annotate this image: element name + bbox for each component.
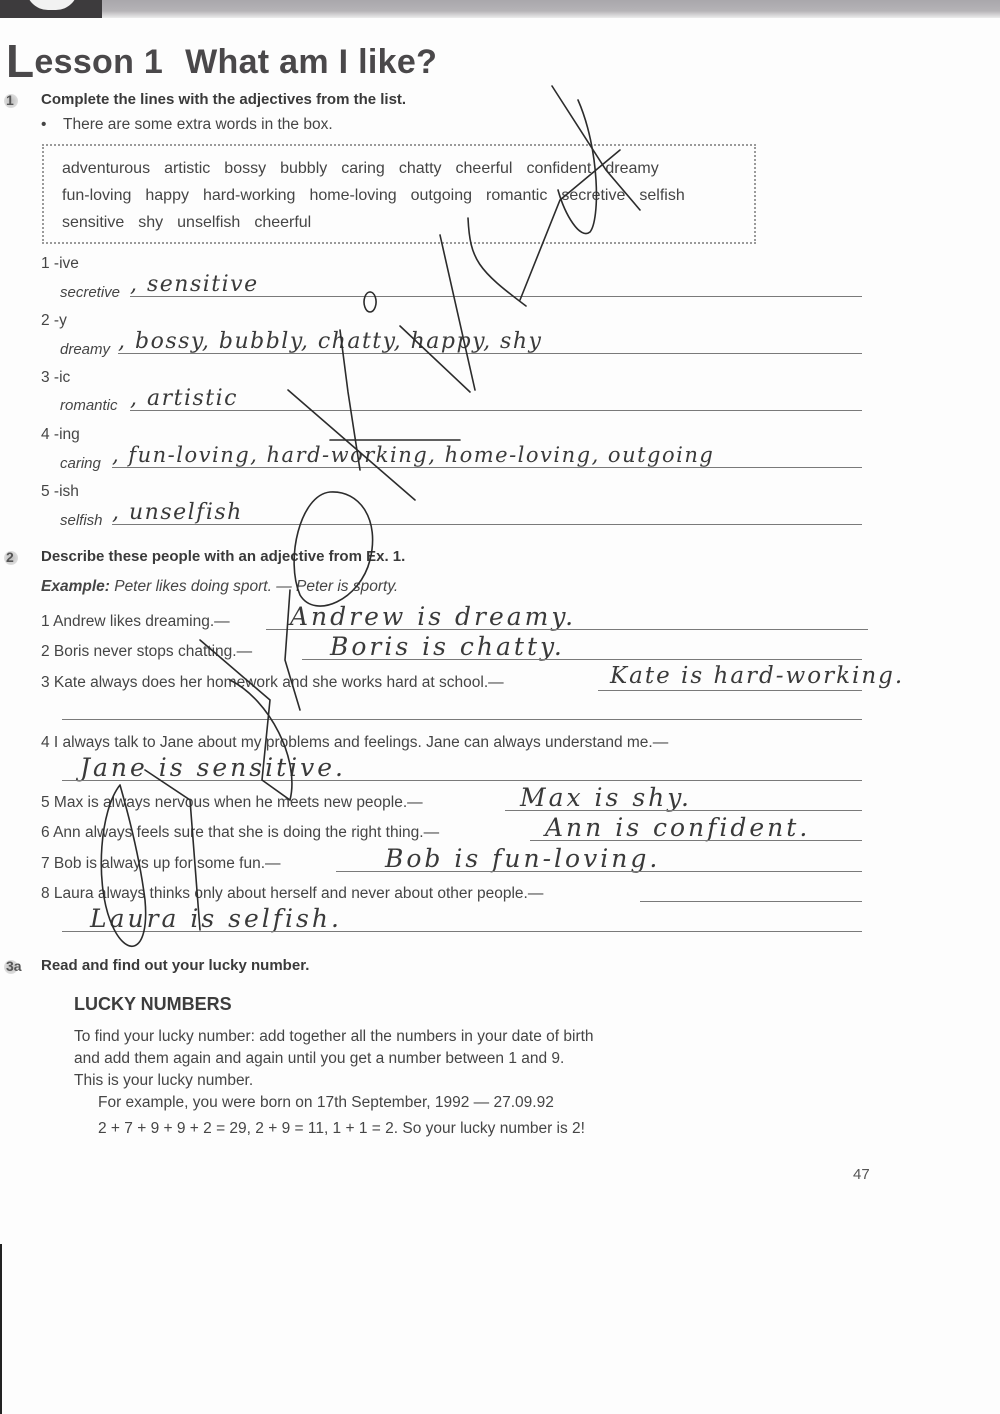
question: 7 Bob is always up for some fun.—: [41, 855, 281, 872]
suffix-label: 4 -ing: [41, 426, 80, 443]
word-box-row: sensitive shy unselfish cheerful: [62, 214, 312, 231]
answer-line[interactable]: [112, 524, 862, 525]
paragraph-line: This is your lucky number.: [74, 1072, 254, 1089]
answer-line[interactable]: [640, 901, 862, 902]
question: 1 Andrew likes dreaming.—: [41, 613, 230, 630]
handwritten-answer: , artistic: [130, 386, 238, 411]
exercise-3a-instruction: Read and find out your lucky number.: [41, 957, 310, 974]
question: 3 Kate always does her homework and she works hard at school.—: [41, 674, 504, 691]
answer-line[interactable]: [598, 690, 862, 691]
handwritten-answer: Bob is fun-loving.: [385, 844, 661, 873]
handwritten-answer: , sensitive: [130, 272, 259, 297]
page-title: [6, 30, 438, 87]
answer-line[interactable]: [62, 780, 862, 781]
handwritten-answer: , unselfish: [112, 500, 243, 525]
given-word: selfish: [60, 512, 103, 529]
handwritten-answer: Kate is hard-working.: [610, 663, 905, 689]
question: 4 I always talk to Jane about my problems and feelings. Jane can always understand me.—: [41, 734, 669, 751]
handwritten-answer: Laura is selfish.: [90, 904, 342, 933]
handwritten-answer: Jane is sensitive.: [80, 753, 346, 782]
answer-line[interactable]: [266, 629, 868, 630]
answer-line[interactable]: [336, 871, 862, 872]
suffix-label: 3 -ic: [41, 369, 71, 386]
exercise-1-instruction: Complete the lines with the adjectives from the list.: [41, 91, 407, 108]
word-box: [42, 144, 756, 244]
handwritten-answer: , bossy, bubbly, chatty, happy, shy: [118, 329, 543, 354]
title-lesson: esson 1: [34, 43, 164, 81]
exercise-1-note: • There are some extra words in the box.: [41, 116, 333, 133]
question: 5 Max is always nervous when he meets new people.—: [41, 794, 423, 811]
answer-line[interactable]: [112, 467, 862, 468]
word-box-row: adventurous artistic bossy bubbly caring chatty cheerful confident dreamy: [62, 160, 659, 177]
exercise-1-number: 1: [6, 92, 14, 108]
given-word: caring: [60, 455, 101, 472]
handwritten-answer: , fun-loving, hard-working, home-loving, outgoing: [112, 443, 715, 467]
page-top-banner: [0, 0, 1000, 18]
word-box-row: fun-loving happy hard-working home-loving outgoing romantic secretive selfish: [62, 187, 685, 204]
paragraph-line: To find your lucky number: add together all the numbers in your date of birth: [74, 1028, 594, 1045]
handwritten-answer: Ann is confident.: [545, 813, 811, 842]
answer-line[interactable]: [505, 810, 862, 811]
given-word: romantic: [60, 397, 118, 414]
question: 6 Ann always feels sure that she is doing the right thing.—: [41, 824, 440, 841]
answer-line[interactable]: [130, 296, 862, 297]
scan-edge: [0, 1244, 2, 1414]
handwritten-answer: Boris is chatty.: [330, 632, 565, 661]
example-sentence: Example: Peter likes doing sport. — Peter is sporty.: [41, 578, 399, 595]
answer-line[interactable]: [62, 931, 862, 932]
exercise-3a-number: 3a: [6, 958, 22, 974]
example-line: 2 + 7 + 9 + 9 + 2 = 29, 2 + 9 = 11, 1 + 1 = 2. So your lucky number is 2!: [98, 1120, 585, 1137]
given-word: dreamy: [60, 341, 111, 358]
title-initial: L: [6, 35, 35, 87]
suffix-label: 1 -ive: [41, 255, 79, 272]
example-line: For example, you were born on 17th September, 1992 — 27.09.92: [98, 1094, 554, 1111]
question: 2 Boris never stops chatting.—: [41, 643, 253, 660]
answer-line[interactable]: [530, 840, 862, 841]
answer-line[interactable]: [302, 659, 862, 660]
answer-line[interactable]: [130, 410, 862, 411]
banner-graphic: [0, 0, 102, 18]
answer-line[interactable]: [62, 719, 862, 720]
handwritten-answer: Max is shy.: [520, 783, 693, 812]
title-subtitle: What am I like?: [185, 43, 438, 81]
handwritten-answer: Andrew is dreamy.: [290, 602, 577, 631]
answer-line[interactable]: [118, 353, 862, 354]
suffix-label: 5 -ish: [41, 483, 79, 500]
exercise-2-instruction: Describe these people with an adjective from Ex. 1.: [41, 548, 406, 565]
suffix-label: 2 -y: [41, 312, 67, 329]
given-word: secretive: [60, 284, 121, 301]
page-number: 47: [853, 1166, 870, 1183]
paragraph-line: and add them again and again until you get a number between 1 and 9.: [74, 1050, 565, 1067]
exercise-2-number: 2: [6, 549, 14, 565]
lucky-numbers-heading: LUCKY NUMBERS: [74, 994, 232, 1014]
question: 8 Laura always thinks only about herself and never about other people.—: [41, 885, 544, 902]
